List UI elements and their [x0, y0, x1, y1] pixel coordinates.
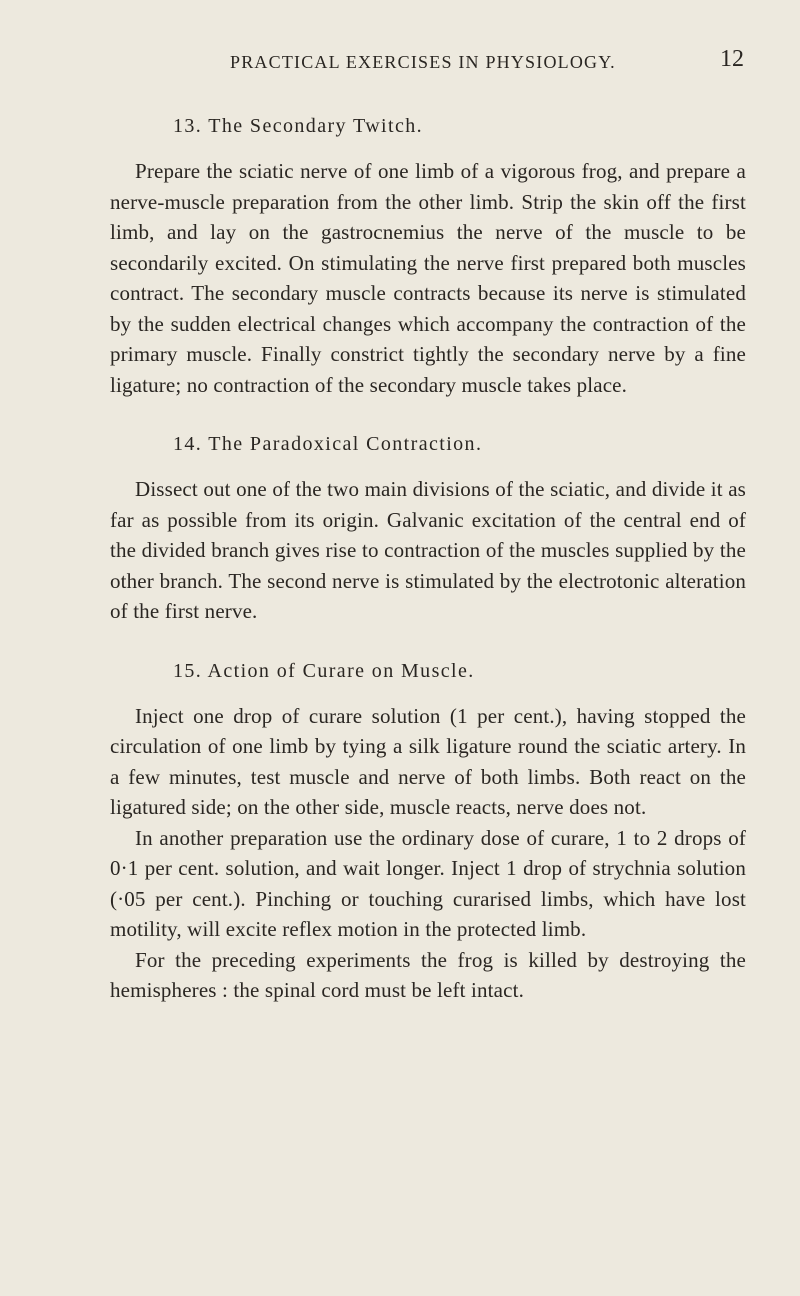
paragraph: Prepare the sciatic nerve of one limb of a vigorous frog, and prepare a nerve-muscle preparation from the other limb. Strip the skin off the first limb, and lay on the gastrocnemius the nerve of the muscle to be secondarily excited. On stimulating the nerve first prepared both muscles contract. The secondary muscle contracts because its nerve is stimulated by the sudden electrical changes which accompany the contraction of the primary muscle. Finally constrict tightly the secondary nerve by a fine ligature; no contraction of the secondary muscle takes place.	[110, 159, 746, 397]
page-body	[110, 112, 746, 1036]
section-heading: 13. The Secondary Twitch.	[173, 115, 424, 137]
running-head: PRACTICAL EXERCISES IN PHYSIOLOGY.	[230, 52, 616, 72]
page-header	[110, 46, 744, 82]
paragraph: Dissect out one of the two main divisions of the sciatic, and divide it as far as possible from its origin. Galvanic excitation of the central end of the divided branch gives rise to contraction of the muscles supplied by the other branch. The second nerve is stimulated by the electrotonic alteration of the first nerve.	[110, 477, 746, 623]
section-curare-action	[110, 657, 746, 1006]
page-number: 12	[720, 46, 744, 72]
section-heading: 14. The Paradoxical Contraction.	[173, 433, 483, 455]
section-paradoxical-contraction	[110, 430, 746, 627]
section-heading: 15. Action of Curare on Muscle.	[173, 659, 475, 682]
section-secondary-twitch	[110, 112, 746, 400]
paragraph: In another preparation use the ordinary dose of curare, 1 to 2 drops of 0·1 per cent. solution, and wait longer. Inject 1 drop of strychnia solution (·05 per cent.). Pinching or touching curarised limbs, which have lost motility, will excite reflex motion in the protected limb.	[110, 825, 746, 941]
paragraph: For the preceding experiments the frog is killed by destroying the hemispheres : the spinal cord must be left intact.	[110, 947, 746, 1002]
paragraph: Inject one drop of curare solution (1 per cent.), having stopped the circulation of one limb by tying a silk ligature round the sciatic artery. In a few minutes, test muscle and nerve of both limbs. Both react on the ligatured side; on the other side, muscle reacts, nerve does not.	[110, 703, 746, 819]
